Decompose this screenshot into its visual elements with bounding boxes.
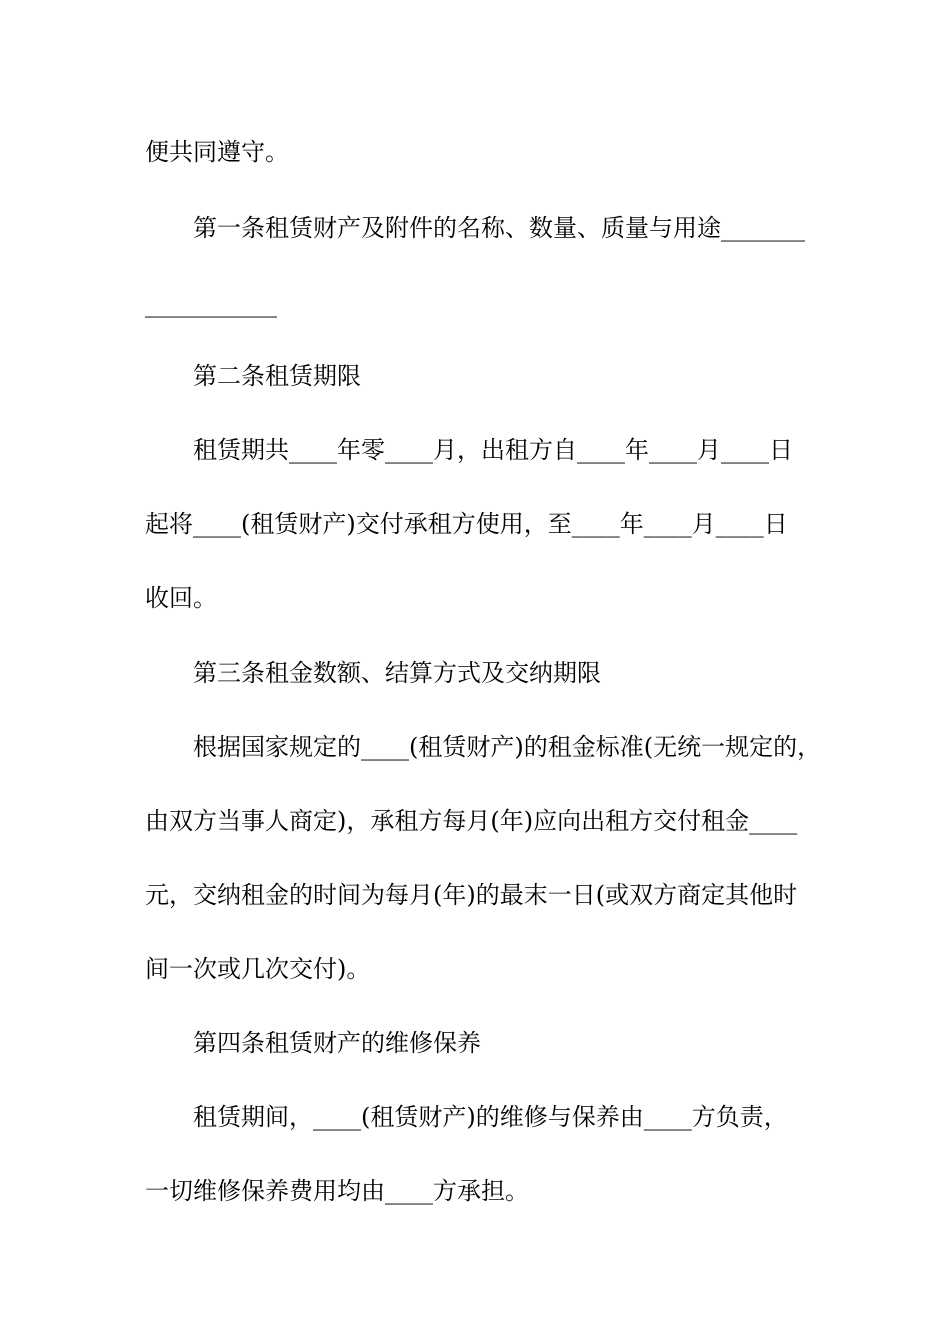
article-two-heading: 第二条租赁期限 [193,362,361,390]
paragraph-line: 收回。 [145,584,217,612]
article-one-heading: 第一条租赁财产及附件的名称、数量、质量与用途_______ [193,214,805,242]
paragraph-line: 由双方当事人商定)，承租方每月(年)应向出租方交付租金____ [145,807,798,835]
paragraph-line: 间一次或几次交付)。 [145,955,371,983]
paragraph-line: ___________ [145,290,277,318]
paragraph-line: 租赁期共____年零____月，出租方自____年____月____日 [193,436,793,464]
article-three-heading: 第三条租金数额、结算方式及交纳期限 [193,659,601,687]
paragraph-line: 一切维修保养费用均由____方承担。 [145,1177,529,1205]
paragraph-line: 元，交纳租金的时间为每月(年)的最末一日(或双方商定其他时 [145,881,798,909]
paragraph-line: 租赁期间，____(租赁财产)的维修与保养由____方负责， [193,1103,788,1131]
paragraph-line: 根据国家规定的____(租赁财产)的租金标准(无统一规定的， [193,733,822,761]
paragraph-line: 便共同遵守。 [145,138,289,166]
article-four-heading: 第四条租赁财产的维修保养 [193,1029,481,1057]
paragraph-line: 起将____(租赁财产)交付承租方使用，至____年____月____日 [145,510,788,538]
